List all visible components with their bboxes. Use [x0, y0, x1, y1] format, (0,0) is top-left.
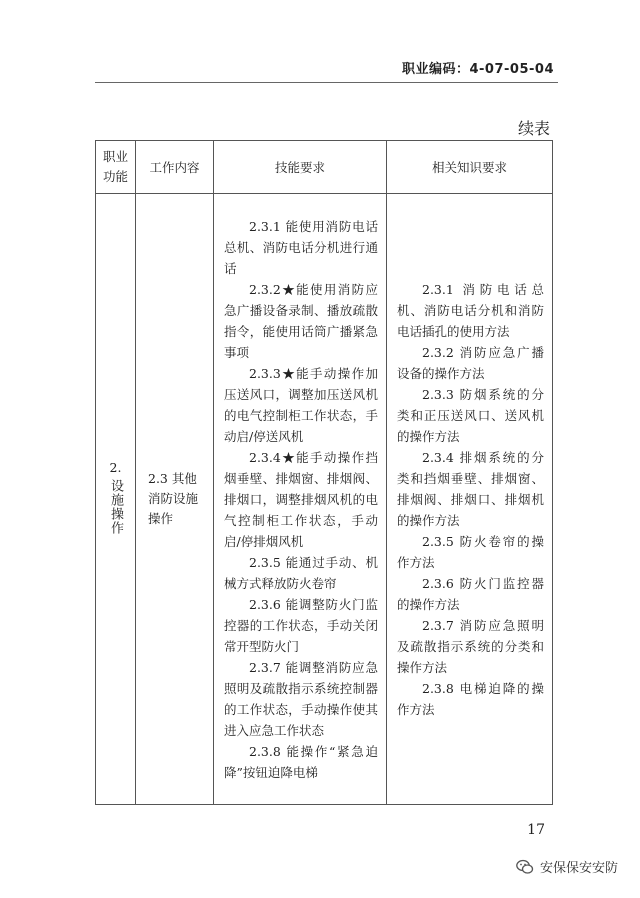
- function-number: 2.: [109, 460, 122, 475]
- skills-table: [95, 140, 553, 805]
- function-cell: [96, 194, 136, 805]
- skill-item: 2.3.3★能手动操作加压送风口，调整加压送风机的电气控制柜工作状态，手动启/停送风机: [224, 365, 378, 444]
- header-divider: [95, 82, 558, 83]
- knowledge-item: 2.3.3 防烟系统的分类和正压送风口、送风机的操作方法: [397, 386, 544, 444]
- skill-item: 2.3.8 能操作“紧急迫降”按钮迫降电梯: [224, 743, 378, 780]
- table-header-row: [96, 141, 553, 194]
- watermark-text: 安保保安安防: [539, 861, 618, 876]
- header-function: 职业 功能: [96, 141, 136, 194]
- knowledge-item: 2.3.8 电梯迫降的操作方法: [397, 680, 544, 717]
- skill-item: 2.3.4★能手动操作挡烟垂壁、排烟窗、排烟阀、排烟口，调整排烟风机的电气控制柜工作状态，手动启/停排烟风机: [224, 449, 378, 549]
- header-skills: 技能要求: [214, 141, 387, 194]
- knowledge-item: 2.3.5 防火卷帘的操作方法: [397, 533, 544, 570]
- table-row: [96, 194, 553, 805]
- watermark: [516, 857, 618, 876]
- occupation-code: 职业编码：4-07-05-04: [401, 62, 554, 77]
- skill-item: 2.3.2★能使用消防应急广播设备录制、播放疏散指令，能使用话筒广播紧急事项: [224, 281, 378, 360]
- work-content-text: 2.3 其他消防设施操作: [148, 471, 199, 526]
- skills-cell: [214, 194, 387, 805]
- page-number: 17: [527, 822, 545, 838]
- function-name: 设施操作: [108, 479, 123, 535]
- skill-item: 2.3.5 能通过手动、机械方式释放防火卷帘: [224, 554, 378, 591]
- continued-label: 续表: [517, 119, 550, 138]
- knowledge-item: 2.3.7 消防应急照明及疏散指示系统的分类和操作方法: [397, 617, 544, 675]
- wechat-icon: [516, 859, 534, 875]
- skill-item: 2.3.1 能使用消防电话总机、消防电话分机进行通话: [224, 218, 378, 276]
- knowledge-cell: [387, 194, 553, 805]
- skill-item: 2.3.6 能调整防火门监控器的工作状态，手动关闭常开型防火门: [224, 596, 378, 654]
- skill-item: 2.3.7 能调整消防应急照明及疏散指示系统控制器的工作状态，手动操作使其进入应急工作状态: [224, 659, 378, 738]
- knowledge-item: 2.3.2 消防应急广播设备的操作方法: [397, 344, 544, 381]
- knowledge-item: 2.3.4 排烟系统的分类和挡烟垂壁、排烟窗、排烟阀、排烟口、排烟机的操作方法: [397, 449, 544, 528]
- knowledge-item: 2.3.6 防火门监控器的操作方法: [397, 575, 544, 612]
- knowledge-item: 2.3.1 消防电话总机、消防电话分机和消防电话插孔的使用方法: [397, 281, 544, 339]
- header-work-content: 工作内容: [136, 141, 214, 194]
- header-knowledge: 相关知识要求: [387, 141, 553, 194]
- work-content-cell: [136, 194, 214, 805]
